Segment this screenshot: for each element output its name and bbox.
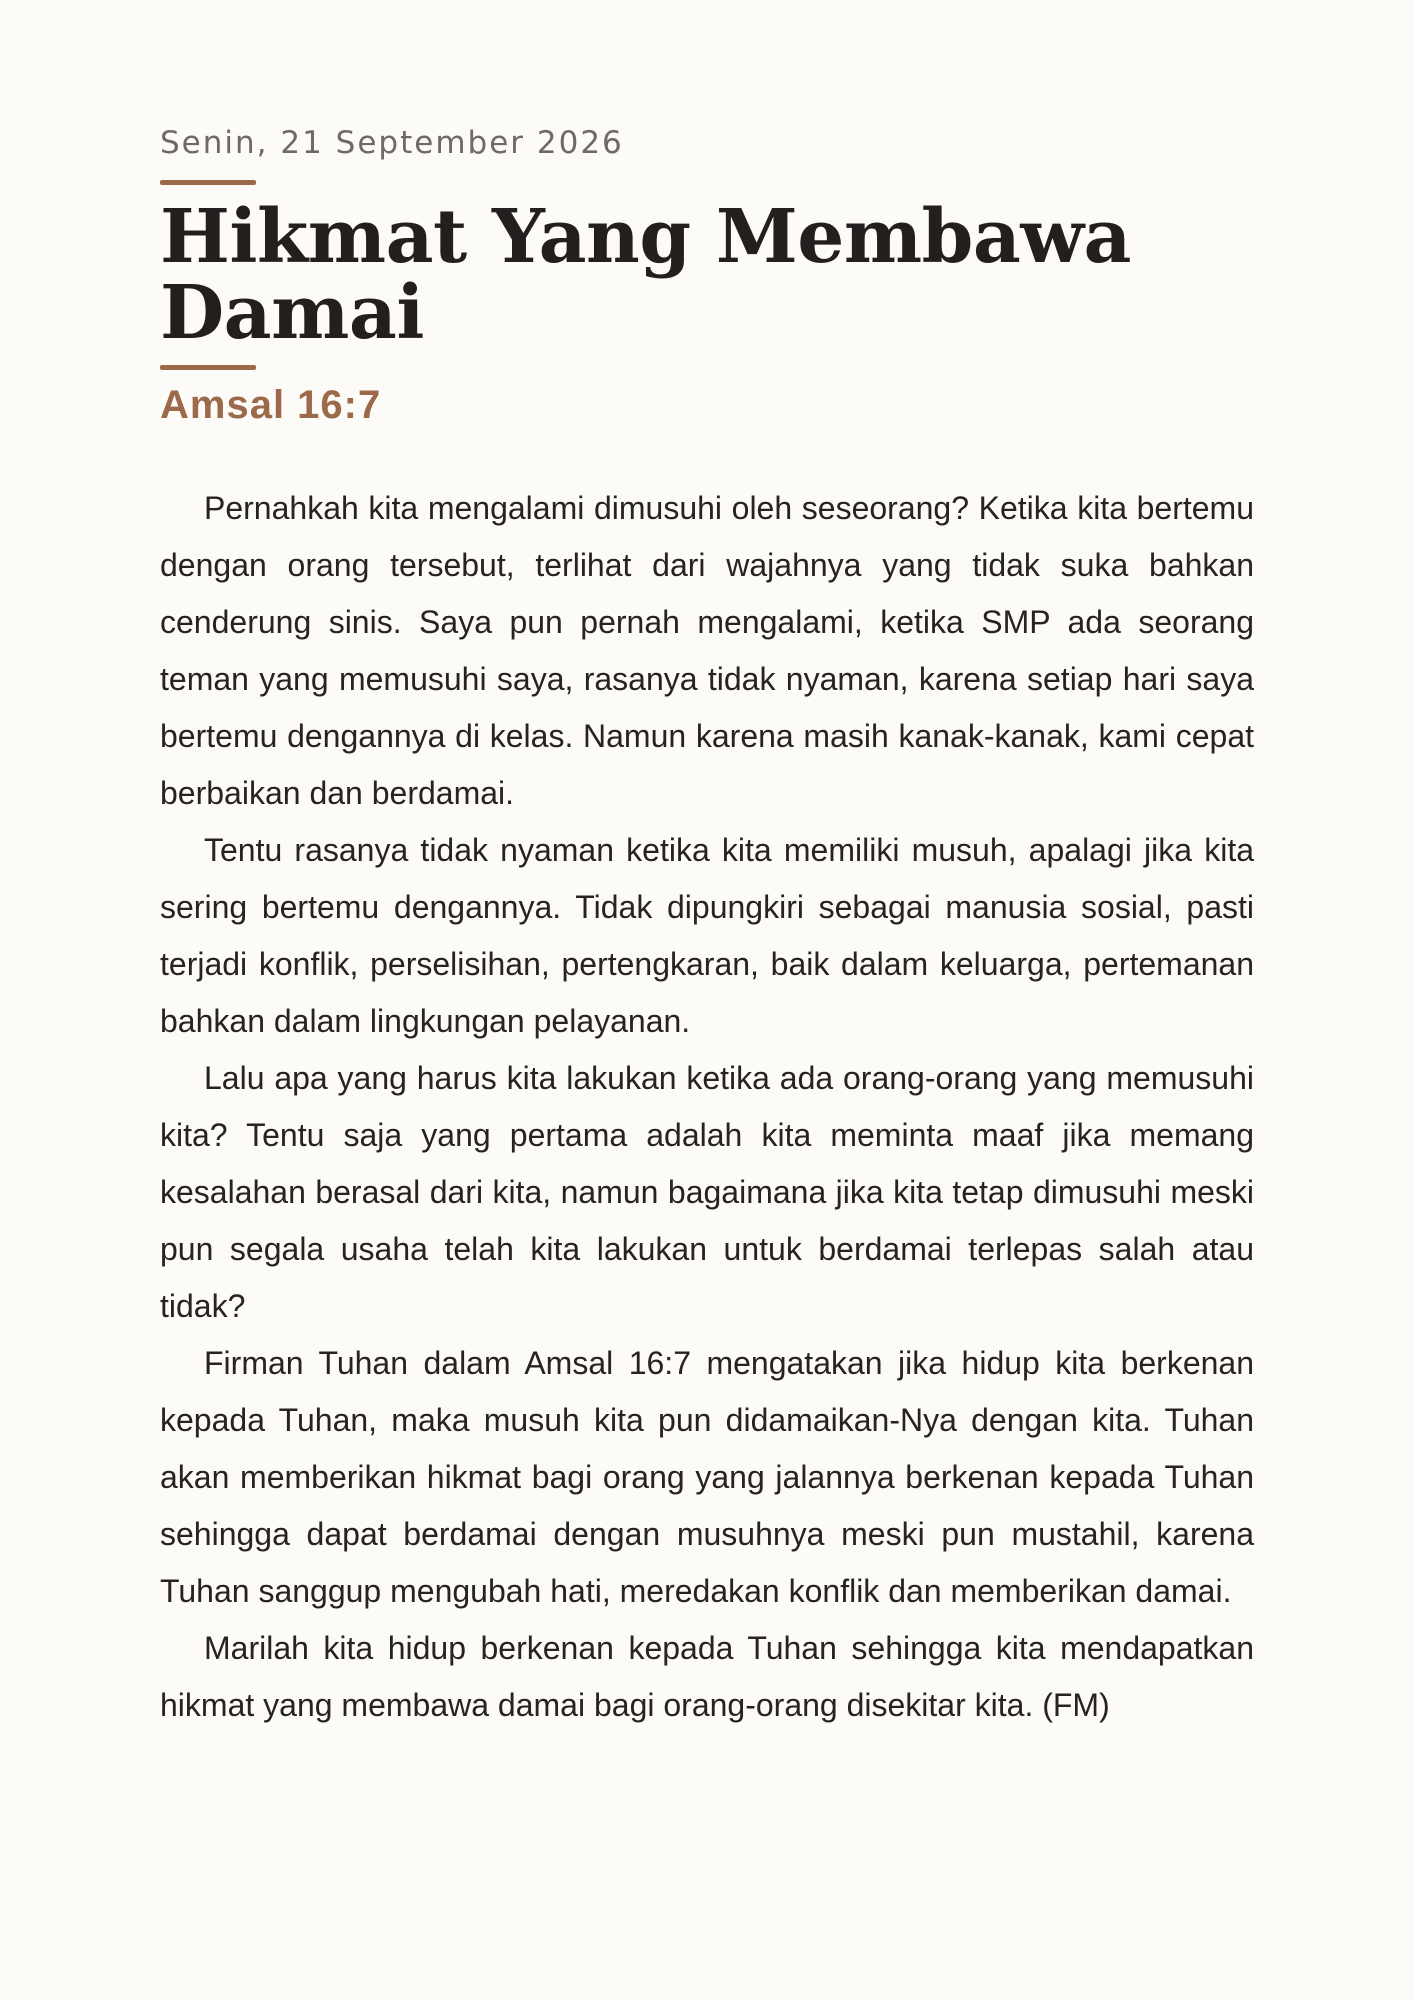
paragraph: Marilah kita hidup berkenan kepada Tuhan sehingga kita mendapatkan hikmat yang membawa damai bagi orang-orang disekitar kita. (FM): [160, 1630, 1254, 1723]
accent-rule-top: [160, 180, 256, 185]
paragraph: Pernahkah kita mengalami dimusuhi oleh seseorang? Ketika kita bertemu dengan orang tersebut, terlihat dari wajahnya yang tidak suka bahkan cenderung sinis. Saya pun pernah mengalami, ketika SMP ada seorang teman yang memusuhi saya, rasanya tidak nyaman, karena setiap hari saya bertemu dengannya di kelas. Namun karena masih kanak-kanak, kami cepat berbaikan dan berdamai.: [160, 490, 1254, 811]
paragraph: Lalu apa yang harus kita lakukan ketika ada orang-orang yang memusuhi kita? Tentu saja yang pertama adalah kita meminta maaf jika memang kesalahan berasal dari kita, namun bagaimana jika kita tetap dimusuhi meski pun segala usaha telah kita lakukan untuk berdamai terlepas salah atau tidak?: [160, 1060, 1254, 1324]
article-body: [160, 480, 1254, 1734]
paragraph: Tentu rasanya tidak nyaman ketika kita memiliki musuh, apalagi jika kita sering bertemu dengannya. Tidak dipungkiri sebagai manusia sosial, pasti terjadi konflik, perselisihan, pertengkaran, baik dalam keluarga, pertemanan bahkan dalam lingkungan pelayanan.: [160, 832, 1254, 1039]
page-title: Hikmat Yang Membawa Damai: [160, 194, 1131, 356]
paragraph: Firman Tuhan dalam Amsal 16:7 mengatakan jika hidup kita berkenan kepada Tuhan, maka musuh kita pun didamaikan-Nya dengan kita. Tuhan akan memberikan hikmat bagi orang yang jalannya berkenan kepada Tuhan sehingga dapat berdamai dengan musuhnya meski pun mustahil, karena Tuhan sanggup mengubah hati, meredakan konflik dan memberikan damai.: [160, 1345, 1254, 1609]
devotional-page: [160, 120, 1254, 1734]
date-label: Senin, 21 September 2026: [160, 125, 624, 161]
verse-reference: Amsal 16:7: [160, 383, 382, 427]
accent-rule-bottom: [160, 365, 256, 370]
